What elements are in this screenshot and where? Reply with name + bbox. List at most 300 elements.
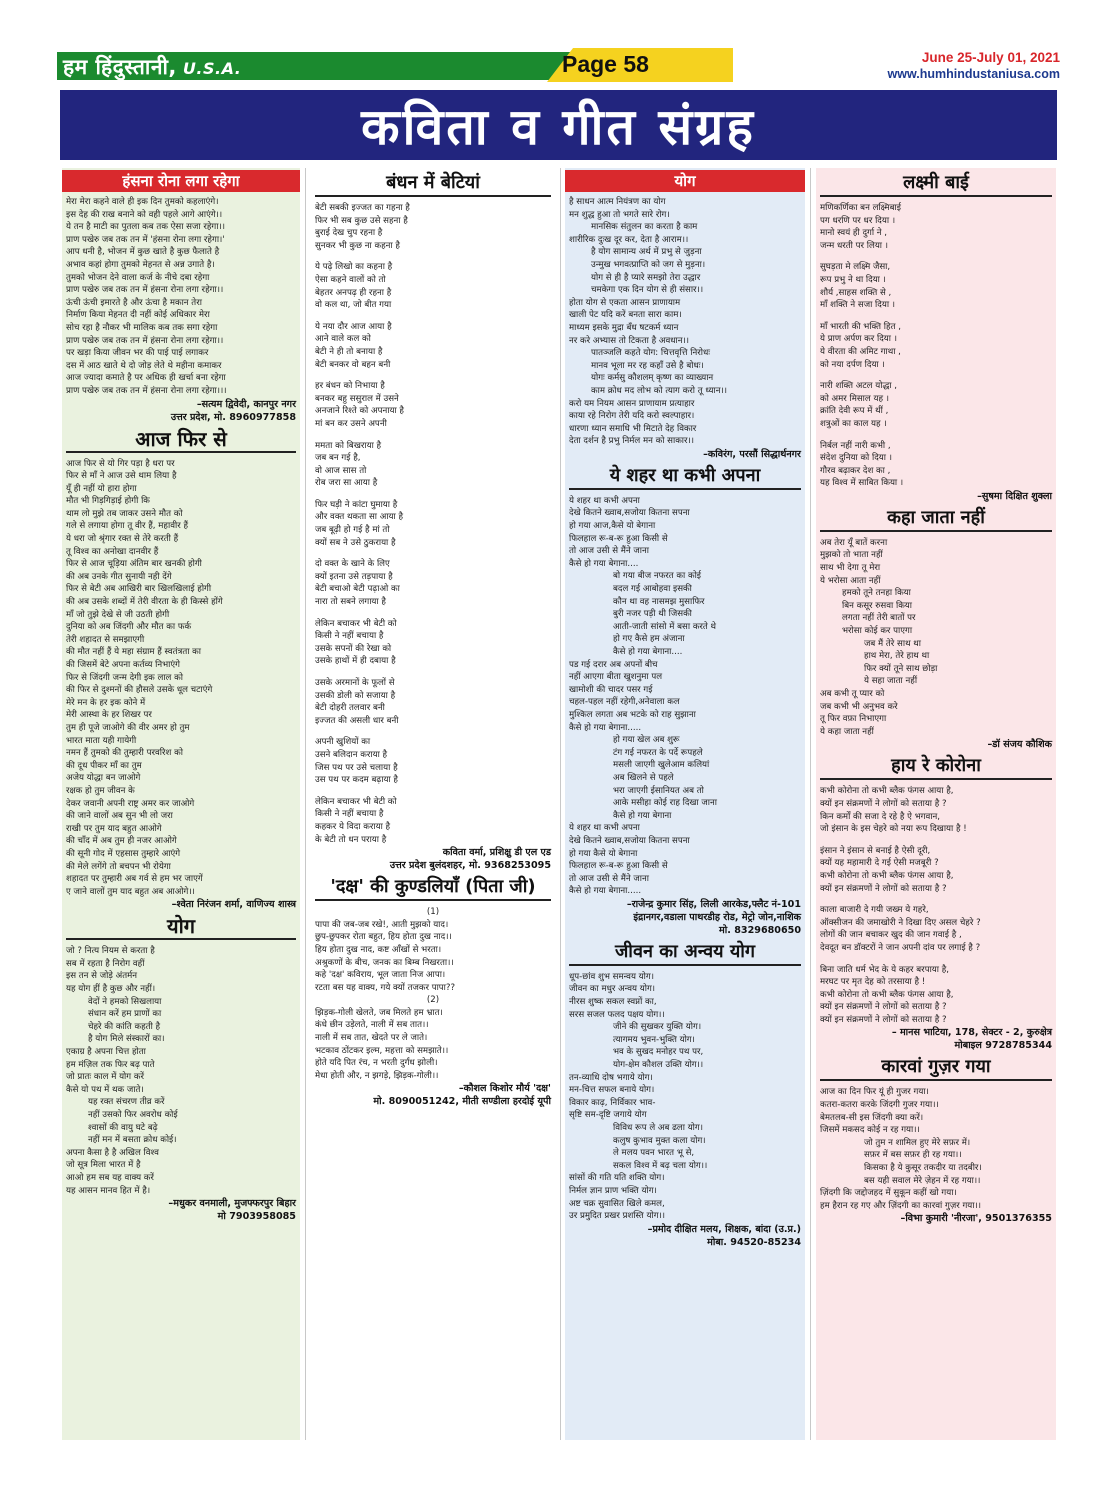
poem-author: – मानस भाटिया, 178, सेक्टर - 2, कुरुक्षेत्र: [891, 1027, 1052, 1039]
section-title: कविता व गीत संग्रह: [361, 98, 756, 156]
poem-line: आप धनी है, भोजन में कुछ खाते है कुछ फैलाते है: [66, 247, 220, 258]
poem-line: आके मसीहा कोई राह दिखा जाना: [613, 798, 717, 809]
poem-line: देकर जवानी अपनी राष्ट्र अमर कर जाओगे: [66, 798, 195, 809]
poem-line: कैसे हो गया बेगाना.....: [569, 886, 642, 897]
poem-line: ये शहर था कभी अपना: [569, 495, 640, 506]
website-url[interactable]: www.humhindustaniusa.com: [887, 67, 1060, 81]
poem-line: छुप-छुपकर रोता बहुत, हिय होता दुख नाद।।: [315, 932, 452, 943]
newspaper-title: हम हिंदुस्तानी, U.S.A.: [63, 55, 242, 79]
poem-line: चहल-पहल नहीं रहेगी,अनेवाला कल: [569, 697, 680, 708]
poem-title: कारवां गुज़र गया: [820, 1056, 1052, 1081]
poem-title: 'दक्ष' की कुण्डलियाँ (पिता जी): [315, 876, 551, 901]
poem-line: मन शुद्ध हुआ तो भगते सारे रोग।: [569, 209, 670, 220]
poem-body: [816, 1086, 1056, 1212]
poem-line: जो प्रातः काल में योग करें: [66, 1072, 144, 1083]
poem-line: की मौत नहीं हैं ये महा संग्राम हैं स्वतंत्रता का: [66, 647, 202, 658]
poem-line: बुरी नजर पड़ी थी जिसकी: [613, 609, 692, 620]
poem-author-detail: उत्तर प्रदेश बुलंदशहर, मो. 9368253095: [389, 860, 551, 872]
poem-line: निर्मल ज्ञान प्राण भक्ति योग।: [569, 1185, 657, 1196]
poem-line: कभी कोरोना तो कभी ब्लैक फंगस आया है,: [820, 786, 954, 797]
poem-line: हो गए कैसे हम अंजाना: [613, 634, 685, 645]
poem-line: दस में आठ खाते थे दो जोड़ लेते थे महीना कमाकर: [66, 360, 222, 371]
poem-line: बस यही सवाल मेरे ज़ेहन में रह गया।।: [864, 1175, 981, 1186]
poem-line: श्वासों की वायु घटे बढ़े: [88, 1122, 158, 1133]
poem-line: की फिर से दुश्मनों की हौसले उसके धूल चटाएंगे: [66, 685, 213, 696]
poem-line: लगता नहीं तेरी बातों पर: [842, 613, 916, 624]
poem-line: बुराई देख चुप रहना है: [315, 228, 383, 239]
stanza-break: [315, 668, 551, 677]
poem-line: काला बाजारी दे गयी जख्म ये गहरे,: [820, 905, 929, 916]
poem-line: अभाव कहां होगा तुमको मेहनत से अन्न उगाते है।: [66, 259, 215, 270]
poem-line: क्यों इन संक्रमणों ने लोगों को सताया है ?: [820, 1014, 947, 1025]
poem-line: हिय होता दुख नाद, कष्ट आँखों से भरता।: [315, 944, 442, 955]
poem-line: ऐसा कहने वालों को तो: [315, 274, 386, 285]
poem-line: हमको तूने तनहा किया: [842, 588, 911, 599]
poem-line: पापा की जब-जब रखे!, आती मुझको याद।: [315, 919, 449, 930]
poem-line: रक्षक हो तुम जीवन के: [66, 785, 135, 796]
poem-author: कविता वर्मा, प्रशिक्षु डी एल एड: [442, 847, 551, 859]
poem-line: तो आज उसी से मैंने जाना: [569, 546, 650, 557]
poem-line: मणिकर्णिका बन लक्ष्मिबाई: [820, 203, 901, 213]
poem-line: शौर्य ,साहस शक्ति से ,: [820, 287, 892, 298]
poem-line: खाली पेट यदि करें बनता सारा काम।: [569, 310, 682, 321]
poem-line: माध्यम इसके मुद्रा बँध षटकर्म ध्यान: [569, 322, 679, 333]
poem-line: ये सहा जाता नहीं: [864, 676, 918, 687]
poem-line: पातञ्जलि कहते योग: चित्तवृत्ति निरोधः: [591, 348, 710, 359]
poem-line: नहीं आएगा बीता खुशनुमा पल: [569, 672, 663, 683]
poem-line: साथ भी देगा तू मेरा: [820, 563, 881, 574]
poem-line: निर्बल नहीं नारी कभी ,: [820, 440, 891, 451]
newspaper-title-suffix: U.S.A.: [182, 59, 242, 78]
poem-line: वो आज सास तो: [315, 465, 367, 476]
poem-line: जीवन का मधुर अन्वय योग।: [569, 984, 656, 995]
poem-body: [816, 785, 1056, 1026]
poem-line: टंग गई नफरत के पर्दे रूपहले: [613, 747, 703, 758]
poem-line: बेहतर अनपढ़ ही रहना है: [315, 287, 392, 298]
poem-line: मानसिक संतुलन का करता है काम: [591, 222, 698, 233]
poem-line: नीरस शुष्क सकल स्वप्नों का,: [569, 997, 657, 1008]
poem-line: झिड़क-गोली खेलते, जब मिलते हम भ्रात।: [315, 1007, 443, 1018]
poem-line: उस पथ पर कदम बढ़ाया है: [315, 775, 398, 786]
section-banner: [60, 90, 1057, 160]
stanza-break: [820, 836, 1052, 845]
poem-author: –विभा कुमारी 'नीरजा', 9501376355: [900, 1213, 1052, 1225]
poem-line: (2): [426, 995, 440, 1006]
poem-line: बो गया बीज नफरत का कोई: [613, 571, 702, 582]
poem-line: की मेले लगेंगे तो बचपन भी रोयेगा: [66, 861, 171, 872]
poem-line: उसके अरमानों के फूलों से: [315, 678, 395, 688]
poem-line: उसकी डोली को सजाया है: [315, 690, 396, 701]
poem-author-detail: उत्तर प्रदेश, मो. 8960977858: [170, 411, 296, 423]
poem-line: बिन कसूर रुसवा किया: [842, 600, 913, 611]
poem-line: होते यदि पित रंच, न भरती दुर्गंध झोली।: [315, 1058, 438, 1069]
poem-line: की अब उसके शब्दों में तेरी वीरता के ही किस्से होंगे: [66, 597, 223, 608]
poem-line: ये शहर था कभी अपना: [569, 823, 640, 834]
poem-line: देखे कितने ख्वाब,सजोया कितना सपना: [569, 835, 690, 846]
poem-line: ये नया दौर आज आया है: [315, 321, 392, 332]
poem-body: [311, 906, 555, 1082]
poem-line: हाथ मेरा, तेरे हाथ था: [864, 651, 930, 662]
poem-line: तो आज उसी से मैंने जाना: [569, 873, 650, 884]
poem-line: फिर से माँ ने आज उसे थाम लिया है: [66, 471, 177, 482]
poem-line: तू फिर वफ़ा निभाएगा: [820, 714, 887, 725]
poem-line: जो इंसान के इस चेहरे को नया रूप दिखाया है !: [820, 824, 967, 835]
poem-line: सफ़र में बस सफ़र ही रह गया।।: [864, 1150, 962, 1161]
poem-line: मेरे मन के हर इक कोने में: [66, 697, 146, 708]
column-4: [816, 168, 1056, 1440]
poem-line: किसी ने नहीं बचाया है: [315, 809, 384, 820]
poem-line: क्यों इन संक्रमणों ने लोगों को सताया है ?: [820, 798, 947, 809]
poem-line: देवदूत बन डॉक्टरों ने जान अपनी दांव पर लगाई है ?: [820, 942, 981, 953]
poem-author: –राजेन्द्र कुमार सिंह, लिली आरकेड,फ्लैट नं-101: [626, 898, 801, 910]
poem-line: किन कर्मों की सजा दे रहे है ऐ भगवान,: [820, 811, 940, 822]
poem-line: हो गया खेल अब शुरू: [613, 735, 680, 746]
poem-line: अब तेरा यूँ बातें करना: [820, 537, 888, 548]
poem-line: क्यों सब ने उसे ठुकराया है: [315, 537, 396, 548]
stanza-break: [315, 727, 551, 736]
poem-line: थाम लो मुझे तब जाकर उसने मौत को: [66, 508, 183, 519]
poem-body: [62, 458, 300, 899]
poem-line: मुझको तो भाता नहीं: [820, 550, 883, 561]
poem-body: [62, 945, 300, 1197]
poem-line: खामोशी की चादर पसर गई: [569, 684, 653, 695]
poem-line: उसने बलिदान कराया है: [315, 749, 388, 760]
poem-line: को नया दर्पण दिया ।: [820, 359, 885, 370]
poem-line: गले से लगाया होगा तू वीर हैं, महावीर हैं: [66, 521, 189, 532]
poem-line: ये पढ़े लिखो का कहना है: [315, 262, 393, 273]
poem-line: ले मलय पवन भारत भू से,: [613, 1148, 695, 1159]
poem-line: बेटी सबकी इज्जत का गहना है: [315, 203, 410, 213]
poem-author: –कविरंग, परसौं सिद्धार्थनगर: [703, 448, 801, 460]
poem-line: लोगों की जान बचाकर खुद की जान गवाई है ,: [820, 930, 962, 941]
poem-body: [816, 202, 1056, 490]
stanza-break: [315, 252, 551, 261]
stanza-break: [315, 431, 551, 440]
column-2: [311, 168, 555, 1440]
column-3: [565, 168, 805, 1440]
poem-line: कैसे हो गया बेगाना: [613, 810, 672, 821]
column-divider: [560, 168, 561, 1440]
poem-line: सोच रहा है नौकर भी मालिक कब तक सगा रहेगा: [66, 322, 218, 333]
poem-line: तू विश्व का अनोखा दानवीर हैं: [66, 546, 159, 557]
poem-line: काम क्रोध मद लोभ को त्याग करो तू ध्यान।।: [591, 385, 728, 396]
poem-line: कभी कोरोना तो कभी ब्लैक फंगस आया है,: [820, 989, 954, 1000]
poem-line: ऊंची ऊंची इमारते है और ऊंचा है मकान तेरा: [66, 297, 202, 308]
poem-line: कैसे यो पथ में थक जाते।: [66, 1084, 144, 1095]
poem-line: आज फिर से यो गिर पड़ा है धरा पर: [66, 458, 175, 469]
poem-line: जीने की सुखकर युक्ति योग।: [613, 1022, 702, 1033]
issue-date: June 25-July 01, 2021: [921, 50, 1060, 65]
poem-line: फिर से बेटी अब आखिरी बार खिलखिलाई होगी: [66, 584, 212, 595]
poem-line: मेधा होती और, न झगड़े, झिड़क-गोली।।: [315, 1070, 439, 1081]
poem-title: योग: [66, 915, 296, 940]
poem-line: कभी कोरोना तो कभी ब्लैक फंगस आया है,: [820, 870, 954, 881]
poem-line: अपना कैसा है है अखिल विश्व: [66, 1147, 159, 1158]
poem-line: हो गया कैसे यो बेगाना: [569, 848, 638, 859]
poem-line: सुनकर भी कुछ ना कहना है: [315, 240, 400, 251]
poem-line: वेदों ने हमको सिखलाया: [88, 996, 162, 1007]
poem-line: हो गया आज,कैसे यो बेगाना: [569, 521, 656, 532]
poem-line: फिर से जिंदगी जन्म देगी इक लाल को: [66, 672, 183, 683]
poem-line: माँ शक्ति ने सजा दिया ।: [820, 300, 896, 311]
poem-title: बंधन में बेटियां: [315, 172, 551, 197]
poem-line: यह विश्व में साबित किया ।: [820, 478, 904, 489]
poem-line: बनकर बहु ससुराल में उसने: [315, 393, 399, 404]
poem-line: मेरा मेरा कहने वाले ही इक दिन तुमको कहलाएंगे।: [66, 197, 219, 207]
poem-line: को अमर मिसाल यह ।: [820, 393, 890, 404]
poem-line: आओ हम सब यह वाक्य करें: [66, 1172, 154, 1183]
poem-line: के बेटी तो धन पराया है: [315, 834, 387, 845]
poem-line: ये तन है माटी का पुतला कब तक ऐसा सजा रहेगा।।: [66, 222, 225, 233]
poem-line: अनजाने रिश्ते को अपनाया है: [315, 406, 404, 417]
poem-line: पर खड़ा किया जीवन भर की पाई पाई लगाकर: [66, 348, 209, 359]
poem-author-detail: मो. 8090051242, मीती सण्डीला हरदोई यूपी: [373, 1096, 551, 1108]
poem-line: धारणा ध्यान समाधि भी मिटाते देह विकार: [569, 423, 697, 434]
poem-line: मानो स्वयं ही दुर्गा ने ,: [820, 228, 888, 239]
poem-line: क्यों इन संक्रमणों ने लोगों को सताया है ?: [820, 883, 947, 894]
poem-line: ये धरा जो श्रृंगार रक्त से तेरे करती हैं: [66, 534, 179, 545]
poem-line: वो कल था, जो बीत गया: [315, 300, 392, 311]
poem-line: उसके हाथों में ही दबाया है: [315, 656, 396, 667]
poem-line: तुमको भोजन देने वाला कर्ज के नीचे दबा रहेगा: [66, 272, 210, 283]
poem-line: आज ज्यादा कमाते है पर अधिक ही खर्चा बना रहेगा: [66, 373, 226, 384]
poem-line: राखी पर तुम याद बहुत आओगे: [66, 823, 162, 834]
poem-line: नारी शक्ति अटल योद्धा ,: [820, 381, 897, 392]
poem-line: फिर से आज चूड़िया अंतिम बार खनकी होगी: [66, 559, 202, 570]
poem-line: मरघट पर मृत देह को तरसाया है !: [820, 977, 926, 988]
poem-line: क्यों यह महामारी दे गई ऐसी मजबूरी ?: [820, 858, 939, 869]
poem-line: सांसों की गति यति शक्ति योग।: [569, 1173, 665, 1184]
poem-author-phone: मो. 8329680650: [719, 924, 801, 936]
poem-line: इस देह की राख बनाने को वही पहले आगे आएंगे।।: [66, 209, 223, 220]
poem-line: कैसे हो गया बेगाना....: [613, 647, 683, 657]
poem-line: है योग मिले संस्कारों का।: [88, 1034, 165, 1045]
stanza-break: [820, 371, 1052, 380]
poem-line: कौन था वह नासमझ मुसाफिर: [613, 596, 705, 607]
poem-author: –सुषमा दिक्षित शुक्ला: [977, 490, 1052, 502]
poem-line: बेटी बचाओ बेटी पढ़ाओ का: [315, 584, 400, 595]
poem-line: जिस पथ पर उसे चलाया है: [315, 762, 398, 773]
poem-line: चमकेगा एक दिन योग से ही संसार।।: [591, 285, 704, 296]
poem-line: चेहरे की कांति कहती है: [88, 1021, 161, 1032]
poem-line: शारीरिक दुःख दूर कर, देता है आराम।।: [569, 234, 689, 245]
poem-title: लक्ष्मी बाई: [820, 172, 1052, 197]
poem-author-detail: मोबा. 94520-85234: [707, 1236, 801, 1248]
poem-line: ज़िंदगी कि जद्दोजहद में सुकून कहीं खो गया।: [820, 1188, 957, 1199]
masthead: [57, 48, 1060, 86]
poem-line: माँ भारती की भक्ति हित ,: [820, 321, 901, 332]
stanza-break: [820, 955, 1052, 964]
poem-line: भटकाव ठोंटकर इल्म, महत्ता को समझाते।।: [315, 1045, 449, 1056]
poem-line: कतरा-कतरा करके जिंदगी गुजर गया।।: [820, 1100, 939, 1111]
poem-line: मां बन कर उसने अपनी: [315, 418, 387, 429]
poem-line: बिना जाति धर्म भेद के ये कहर बरपाया है,: [820, 964, 950, 975]
poem-line: अपनी खुशियों का: [315, 737, 371, 748]
poem-line: भव के सुखद मनोहर पथ पर,: [613, 1047, 704, 1058]
poem-line: पड गई दरार अब अपनों बीच: [569, 659, 658, 670]
poem-line: सकल विश्व में बढ़ चला योग।।: [613, 1160, 708, 1171]
poem-line: और वक्त थकता सा आया है: [315, 512, 404, 523]
poem-line: नहीं मन में बसता क्रोध कोई।: [88, 1135, 177, 1146]
poem-line: है योग सामान्य अर्थ में प्रभु से जुड़ना: [591, 247, 702, 258]
poem-line: तेरी शहादत से समझाएगी: [66, 634, 145, 645]
poem-line: इस तन से जोड़े अंतर्मन: [66, 971, 138, 982]
poem-line: हम हैरान रह गए और ज़िंदगी का कारवां गुज़र गया।।: [820, 1200, 982, 1211]
poem-line: भारत माता यही गायेगी: [66, 735, 137, 746]
poem-line: सुघड़ता मे लक्ष्मि जैसा,: [820, 262, 891, 273]
poem-body: [565, 196, 805, 448]
poem-line: फिलहाल रू-ब-रू हुआ किसी से: [569, 533, 668, 544]
poem-line: होता योग से एकता आसन प्राणायाम: [569, 297, 681, 308]
page-number: Page 58: [562, 51, 649, 77]
poem-line: किसका है ये कुसूर तकदीर या तदबीर।: [864, 1163, 982, 1174]
poem-line: जो सूत्र मिला भारत में है: [66, 1160, 141, 1171]
poem-title: हंसना रोना लगा रहेगा: [62, 170, 300, 192]
poem-author-detail: मोबाइल 9728785344: [954, 1040, 1052, 1052]
poem-line: नाली में सब तात, खेदते पर ले जाते।: [315, 1033, 428, 1044]
poem-line: विविध रूप ले अब ढला योग।: [613, 1123, 704, 1133]
poem-title: ये शहर था कभी अपना: [569, 465, 801, 490]
poem-line: मेरी आस्था के हर शिखर पर: [66, 710, 152, 721]
stanza-break: [820, 312, 1052, 321]
poem-line: यह आसन मानव हित में है।: [66, 1185, 151, 1196]
poem-line: जब बन गई है,: [315, 453, 361, 464]
poem-line: शत्रुओं का काल यह ।: [820, 418, 887, 429]
poem-author: –श्वेता निरंजन शर्मा, वाणिज्य शास्त्र: [171, 899, 296, 911]
stanza-break: [820, 252, 1052, 261]
poem-line: सब में रहता है निरोग वहीं: [66, 958, 145, 969]
poem-line: करो यम नियम आसन प्राणायाम प्रत्याहार: [569, 398, 695, 409]
poem-line: एकाग्र है अपना चित्त होता: [66, 1047, 146, 1058]
poem-line: धूप-छांव शुभ समन्वय योग।: [569, 971, 654, 982]
poem-line: मन-चित्त सफल बनाये योग।: [569, 1085, 655, 1096]
poem-line: (1): [426, 907, 440, 918]
poem-line: आज का दिन फिर यूं ही गुजर गया।: [820, 1087, 929, 1098]
poem-body: [62, 196, 300, 398]
poem-line: जो ? नित्य नियम से करता है: [66, 946, 155, 957]
poem-line: इज्जत की असली धार बनी: [315, 715, 399, 726]
poem-line: रोब जरा सा आया है: [315, 478, 378, 489]
poem-line: निर्माण किया मेहनत दी नहीं कोई अधिकार मेरा: [66, 310, 210, 321]
poem-line: कहकर ये विदा कराया है: [315, 821, 391, 832]
poem-line: की जाने वालों अब सुन भी लो जरा: [66, 811, 173, 822]
poem-line: पग धरणि पर धर दिया ।: [820, 215, 896, 226]
column-divider: [305, 168, 306, 1440]
poem-line: यह रक्त संचरण तीव्र करें: [88, 1097, 165, 1108]
poem-line: फिर क्यों तूने साथ छोड़ा: [864, 663, 938, 674]
poem-line: बेटी दोहरी तलवार बनी: [315, 703, 385, 714]
poem-body: [311, 202, 555, 846]
poem-line: नहीं उसको फिर अवरोध कोई: [88, 1110, 178, 1120]
poem-title: आज फिर से: [66, 428, 296, 453]
poem-line: उसके सपनों की रेखा को: [315, 643, 392, 654]
poem-author: –सत्यम द्विवेदी, कानपुर नगर: [196, 398, 296, 410]
poem-line: फिर भी सब कुछ उसे सहना है: [315, 215, 408, 226]
poem-line: है साधन आत्म नियंत्रण का योग: [569, 197, 666, 207]
poem-title: जीवन का अन्वय योग: [569, 941, 801, 966]
poem-title: हाय रे कोरोना: [820, 755, 1052, 780]
poem-line: क्रांति देवी रूप में थीं ,: [820, 406, 889, 417]
poem-line: अब खिलने से पहले: [613, 772, 674, 783]
poem-line: ए जाने वालों तुम याद बहुत अब आओगे।।: [66, 886, 195, 897]
poem-line: बेटी ने ही तो बनाया है: [315, 346, 383, 357]
poem-line: प्राण पखेरु जब तक तन में हंसना रोना लगा रहेगा।।।: [66, 385, 227, 396]
poem-line: की सूनी गोद में एहसास तुम्हारे आएंगे: [66, 848, 181, 859]
poem-line: काया रहे निरोग तेरी यदि करो स्वल्पाहार।: [569, 411, 695, 422]
poem-line: अष्ट चक्र सुवासित खिले कमल,: [569, 1198, 665, 1209]
poem-line: अश्रुकणों के बीच, जनक का बिम्ब निखरता।।: [315, 957, 454, 968]
poem-line: उर प्रमुदित प्रखर प्रशस्ति योग।।: [569, 1211, 666, 1222]
poem-author-detail: मो 7903958085: [217, 1211, 296, 1223]
poem-line: शहादत पर तुम्हारी अब गर्व से हम भर जाएगें: [66, 874, 203, 885]
poem-line: आने वाले कल को: [315, 334, 371, 345]
poem-line: सृष्टि सम-दृष्टि जगाये योग: [569, 1110, 647, 1121]
poem-line: ये वीरता की अमिट गाथा ,: [820, 346, 901, 357]
column-1: [62, 168, 300, 1440]
poem-line: सरस सजल फलद पक्षय योग।।: [569, 1009, 665, 1020]
poem-line: की अब उनके गीत सुनायी नही देंगे: [66, 571, 172, 582]
poem-line: नमन हैं तुमको की तुम्हारी परवरिश को: [66, 748, 183, 759]
poem-line: अब कभी तू प्यार को: [820, 689, 885, 699]
poem-line: ऑक्सीजन की जमाखोरी ने दिखा दिए असल चेहरे ?: [820, 917, 981, 928]
poem-line: जिसमें मकसद कोई न रह गया।।: [820, 1125, 920, 1136]
poem-line: अजेय योद्धा बन जाओगे: [66, 773, 141, 784]
poem-line: गौरव बढ़ाकर देश का ,: [820, 465, 891, 476]
poem-line: फिलहाल रू-ब-रू हुआ किसी से: [569, 861, 668, 872]
poem-line: फिर घड़ी ने कांटा घुमाया है: [315, 499, 398, 510]
poem-line: कहे 'दक्ष' कविराय, भूल जाता निज आपा।: [315, 970, 446, 981]
poem-line: लेकिन बचाकर भी बेटी को: [315, 796, 397, 807]
poem-line: संदेश दुनिया को दिया ।: [820, 453, 892, 464]
poem-body: [565, 495, 805, 898]
poem-line: भरा जाएगी ईसानियत अब तो: [613, 785, 704, 796]
poem-line: योग से ही है प्यारे समझो तेरा उद्धार: [591, 272, 701, 283]
poem-line: रूप प्रभु ने था दिया ।: [820, 274, 886, 285]
poem-line: नारा तो सबने लगाया है: [315, 597, 386, 608]
poem-line: जो तुम न शामिल हुए मेरे सफ़र में।: [864, 1137, 971, 1148]
poem-line: त्यागमय भुवन-भुक्ति योग।: [613, 1034, 695, 1045]
stanza-break: [315, 371, 551, 380]
stanza-break: [315, 490, 551, 499]
poem-line: आती-जाती सांसो में बसा करते थे: [613, 621, 717, 632]
poem-line: जन्म धरती पर लिया ।: [820, 240, 889, 251]
poem-line: देता दर्शन है प्रभु निर्मल मन को साकार।।: [569, 436, 695, 447]
poem-line: उन्मुख भगवत्प्राप्ति को जग से मुड़ना।: [591, 259, 706, 270]
poem-title: कहा जाता नहीं: [820, 507, 1052, 532]
stanza-break: [315, 312, 551, 321]
poem-line: बेटी बनकर वो बहन बनी: [315, 359, 391, 370]
poem-line: तन-व्याधि दोष भगाये योग।: [569, 1072, 653, 1083]
poem-line: जब मैं तेरे साथ था: [864, 638, 922, 649]
poem-line: की दूध पीकर माँ का तुम: [66, 760, 142, 771]
poem-line: देखे कितने ख्वाब,सजोया कितना सपना: [569, 508, 690, 519]
poem-author: –प्रमोद दीक्षित मलय, शिक्षक, बांदा (उ.प्र.): [647, 1223, 801, 1235]
stanza-break: [315, 549, 551, 558]
poem-body: [816, 537, 1056, 739]
poem-line: यूँ ही नहीं यो हारा होगा: [66, 483, 137, 494]
stanza-break: [315, 609, 551, 618]
stanza-break: [820, 431, 1052, 440]
poem-line: योग-क्षेम कौशल उक्ति योग।।: [613, 1060, 704, 1071]
poem-line: जब कभी भी अनुभव करे: [820, 701, 898, 712]
poem-author: –मधुकर वनमाली, मुजफ्फरपुर बिहार: [168, 1198, 296, 1210]
poem-line: रटता बस यह वाक्य, गये क्यों तजकर पापा??: [315, 982, 456, 993]
poem-author-detail: इंद्रानगर,वडाला पाथरडीह रोड, मेट्रो जोन,नाशिक: [633, 911, 801, 923]
poem-line: विकार काढ़, निर्विकार भाव-: [569, 1097, 656, 1108]
poem-line: मुश्किल लगता अब भटके को राह सुझाना: [569, 709, 696, 720]
poem-author: –डॉ संजय कौशिक: [987, 739, 1052, 751]
poem-line: दो वक्त के खाने के लिए: [315, 559, 390, 570]
